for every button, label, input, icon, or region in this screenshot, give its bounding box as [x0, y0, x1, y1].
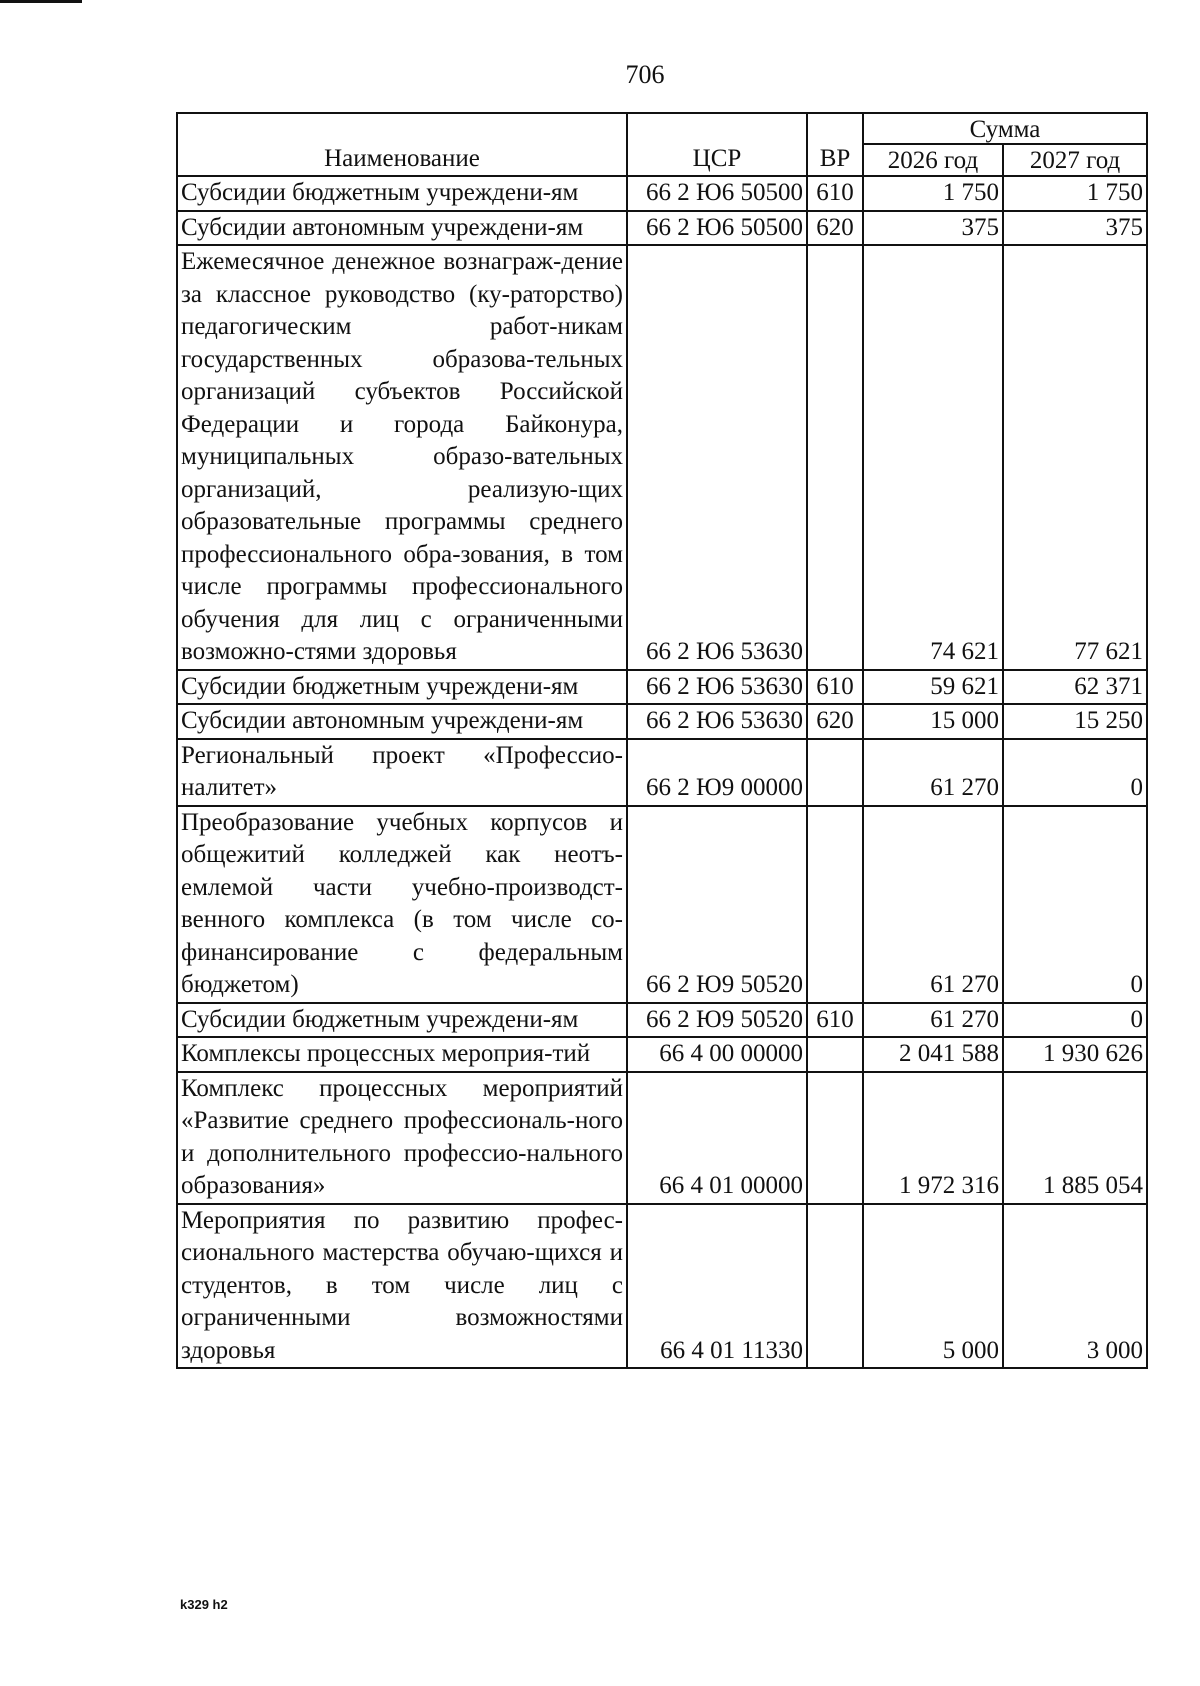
row-sum-2026: 2 041 588 — [863, 1037, 1003, 1072]
row-vr — [807, 1204, 863, 1369]
row-csr: 66 4 01 00000 — [627, 1072, 807, 1204]
row-name: Субсидии бюджетным учреждени-ям — [177, 176, 627, 211]
row-sum-2027: 15 250 — [1003, 704, 1147, 739]
row-name: Ежемесячное денежное вознаграж-дение за классное руководство (ку-раторство) педагогическим работ-никам государственных образова-тельных организаций субъектов Российской Федерации и города Байконура, муниципальных образо-вательных организаций, реализую-щих образовательные программы среднего профессионального обра-зования, в том числе программы профессионального обучения для лиц с ограниченными возможно-стями здоровья — [177, 245, 627, 670]
row-csr: 66 2 Ю6 53630 — [627, 704, 807, 739]
header-vr: ВР — [807, 113, 863, 176]
header-year-2027: 2027 год — [1003, 144, 1147, 176]
footer-code: k329 h2 — [180, 1597, 228, 1612]
row-name: Комплексы процессных мероприя-тий — [177, 1037, 627, 1072]
row-sum-2026: 61 270 — [863, 739, 1003, 806]
table-row — [177, 806, 1147, 1003]
row-csr: 66 2 Ю6 53630 — [627, 670, 807, 705]
row-sum-2027: 1 885 054 — [1003, 1072, 1147, 1204]
row-vr — [807, 245, 863, 670]
row-name: Субсидии бюджетным учреждени-ям — [177, 1003, 627, 1038]
row-sum-2026: 61 270 — [863, 1003, 1003, 1038]
row-csr: 66 2 Ю6 50500 — [627, 211, 807, 246]
row-csr: 66 4 00 00000 — [627, 1037, 807, 1072]
table-row — [177, 176, 1147, 211]
row-sum-2027: 0 — [1003, 739, 1147, 806]
table-row — [177, 211, 1147, 246]
row-sum-2026: 5 000 — [863, 1204, 1003, 1369]
row-sum-2027: 62 371 — [1003, 670, 1147, 705]
row-sum-2026: 1 972 316 — [863, 1072, 1003, 1204]
table-row — [177, 1003, 1147, 1038]
row-name: Преобразование учебных корпусов и общежитий колледжей как неотъ-емлемой части учебно-производст-венного комплекса (в том числе со-финансирование с федеральным бюджетом) — [177, 806, 627, 1003]
row-sum-2027: 1 930 626 — [1003, 1037, 1147, 1072]
row-vr: 610 — [807, 1003, 863, 1038]
row-vr: 620 — [807, 211, 863, 246]
table-row — [177, 245, 1147, 670]
row-vr — [807, 1037, 863, 1072]
header-name: Наименование — [177, 113, 627, 176]
row-sum-2027: 375 — [1003, 211, 1147, 246]
header-year-2026: 2026 год — [863, 144, 1003, 176]
table-row — [177, 739, 1147, 806]
row-name: Региональный проект «Профессио-налитет» — [177, 739, 627, 806]
table-row — [177, 670, 1147, 705]
table-row — [177, 1204, 1147, 1369]
row-vr — [807, 1072, 863, 1204]
row-name: Комплекс процессных мероприятий «Развитие среднего профессиональ-ного и дополнительного профессио-нального образования» — [177, 1072, 627, 1204]
row-csr: 66 2 Ю9 50520 — [627, 806, 807, 1003]
row-sum-2026: 15 000 — [863, 704, 1003, 739]
scan-corner-mark — [0, 0, 82, 3]
row-vr — [807, 739, 863, 806]
row-sum-2026: 61 270 — [863, 806, 1003, 1003]
page-number: 706 — [625, 60, 665, 89]
budget-table — [176, 112, 1148, 1369]
row-sum-2027: 3 000 — [1003, 1204, 1147, 1369]
row-csr: 66 4 01 11330 — [627, 1204, 807, 1369]
row-csr: 66 2 Ю9 50520 — [627, 1003, 807, 1038]
row-sum-2027: 1 750 — [1003, 176, 1147, 211]
row-name: Субсидии автономным учреждени-ям — [177, 704, 627, 739]
table-row — [177, 1037, 1147, 1072]
row-vr: 610 — [807, 670, 863, 705]
row-sum-2027: 0 — [1003, 806, 1147, 1003]
row-name: Субсидии автономным учреждени-ям — [177, 211, 627, 246]
row-sum-2026: 74 621 — [863, 245, 1003, 670]
row-csr: 66 2 Ю6 53630 — [627, 245, 807, 670]
row-vr: 620 — [807, 704, 863, 739]
table-row — [177, 1072, 1147, 1204]
row-sum-2027: 77 621 — [1003, 245, 1147, 670]
row-vr — [807, 806, 863, 1003]
row-sum-2026: 1 750 — [863, 176, 1003, 211]
row-sum-2027: 0 — [1003, 1003, 1147, 1038]
row-name: Мероприятия по развитию профес-сионального мастерства обучаю-щихся и студентов, в том числе лиц с ограниченными возможностями здоровья — [177, 1204, 627, 1369]
header-sum: Сумма — [863, 113, 1147, 144]
header-csr: ЦСР — [627, 113, 807, 176]
row-name: Субсидии бюджетным учреждени-ям — [177, 670, 627, 705]
row-csr: 66 2 Ю6 50500 — [627, 176, 807, 211]
row-sum-2026: 59 621 — [863, 670, 1003, 705]
row-sum-2026: 375 — [863, 211, 1003, 246]
table-row — [177, 704, 1147, 739]
row-vr: 610 — [807, 176, 863, 211]
row-csr: 66 2 Ю9 00000 — [627, 739, 807, 806]
